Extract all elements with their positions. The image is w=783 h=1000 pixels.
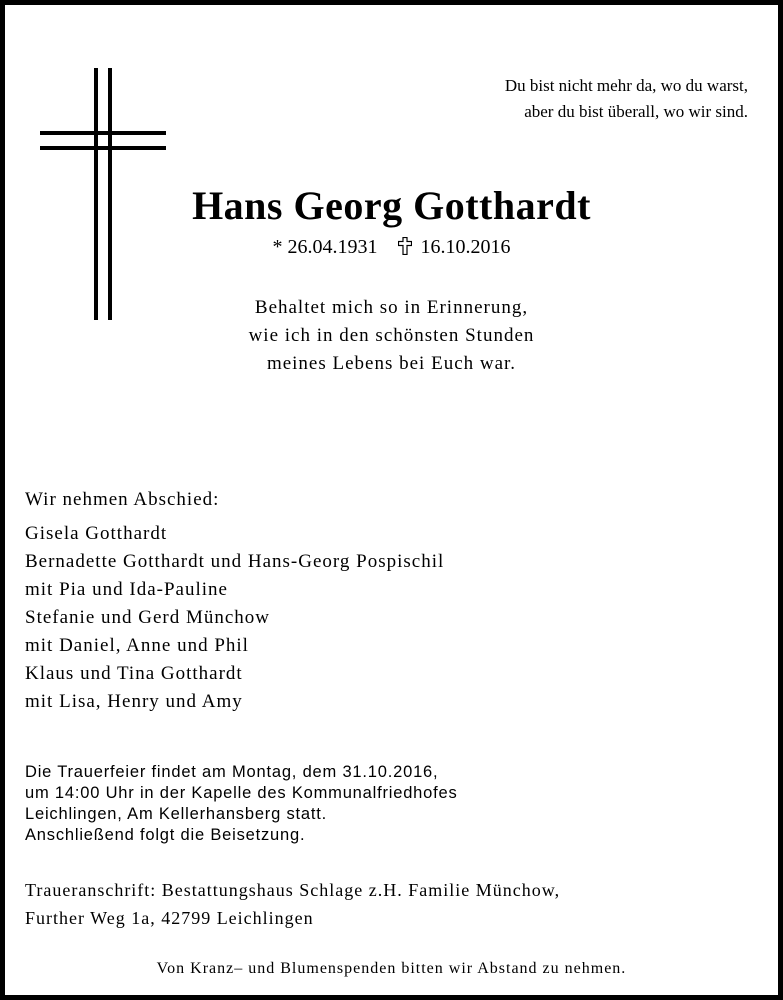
birth-date: * 26.04.1931 xyxy=(272,236,378,258)
address-line: Further Weg 1a, 42799 Leichlingen xyxy=(25,908,314,928)
quote xyxy=(505,73,748,125)
death-cross-icon xyxy=(398,237,412,255)
mourning-address xyxy=(25,876,560,932)
deceased-name: Hans Georg Gotthardt xyxy=(192,183,591,228)
quote-line: aber du bist überall, wo wir sind. xyxy=(524,102,748,121)
address-line: Traueranschrift: Bestattungshaus Schlage z.H. Familie Münchow, xyxy=(25,880,561,900)
death-date: 16.10.2016 xyxy=(420,236,511,258)
mourners-list xyxy=(25,520,444,716)
mourner-line: Stefanie und Gerd Münchow xyxy=(25,607,271,628)
memory-text xyxy=(0,294,783,378)
ceremony-line: Die Trauerfeier findet am Montag, dem 31.10.2016, xyxy=(25,763,439,781)
mourner-line: mit Daniel, Anne und Phil xyxy=(25,635,249,656)
life-dates xyxy=(0,234,783,260)
quote-line: Du bist nicht mehr da, wo du warst, xyxy=(504,76,748,95)
memory-line: Behaltet mich so in Erinnerung, xyxy=(254,297,529,318)
ceremony-info xyxy=(25,762,458,846)
closing-note: Von Kranz– und Blumenspenden bitten wir Abstand zu nehmen. xyxy=(156,960,627,977)
ceremony-line: Leichlingen, Am Kellerhansberg statt. xyxy=(25,805,328,823)
mourner-line: mit Lisa, Henry und Amy xyxy=(25,691,243,712)
mourner-line: mit Pia und Ida-Pauline xyxy=(25,579,228,600)
memory-line: wie ich in den schönsten Stunden xyxy=(248,325,535,346)
mourner-line: Bernadette Gotthardt und Hans-Georg Pospischil xyxy=(25,551,445,572)
farewell-heading: Wir nehmen Abschied: xyxy=(25,489,220,510)
ceremony-line: Anschließend folgt die Beisetzung. xyxy=(25,826,306,844)
ceremony-line: um 14:00 Uhr in der Kapelle des Kommunalfriedhofes xyxy=(25,784,458,802)
mourner-line: Klaus und Tina Gotthardt xyxy=(25,663,243,684)
memory-line: meines Lebens bei Euch war. xyxy=(266,353,517,374)
mourner-line: Gisela Gotthardt xyxy=(25,523,168,544)
